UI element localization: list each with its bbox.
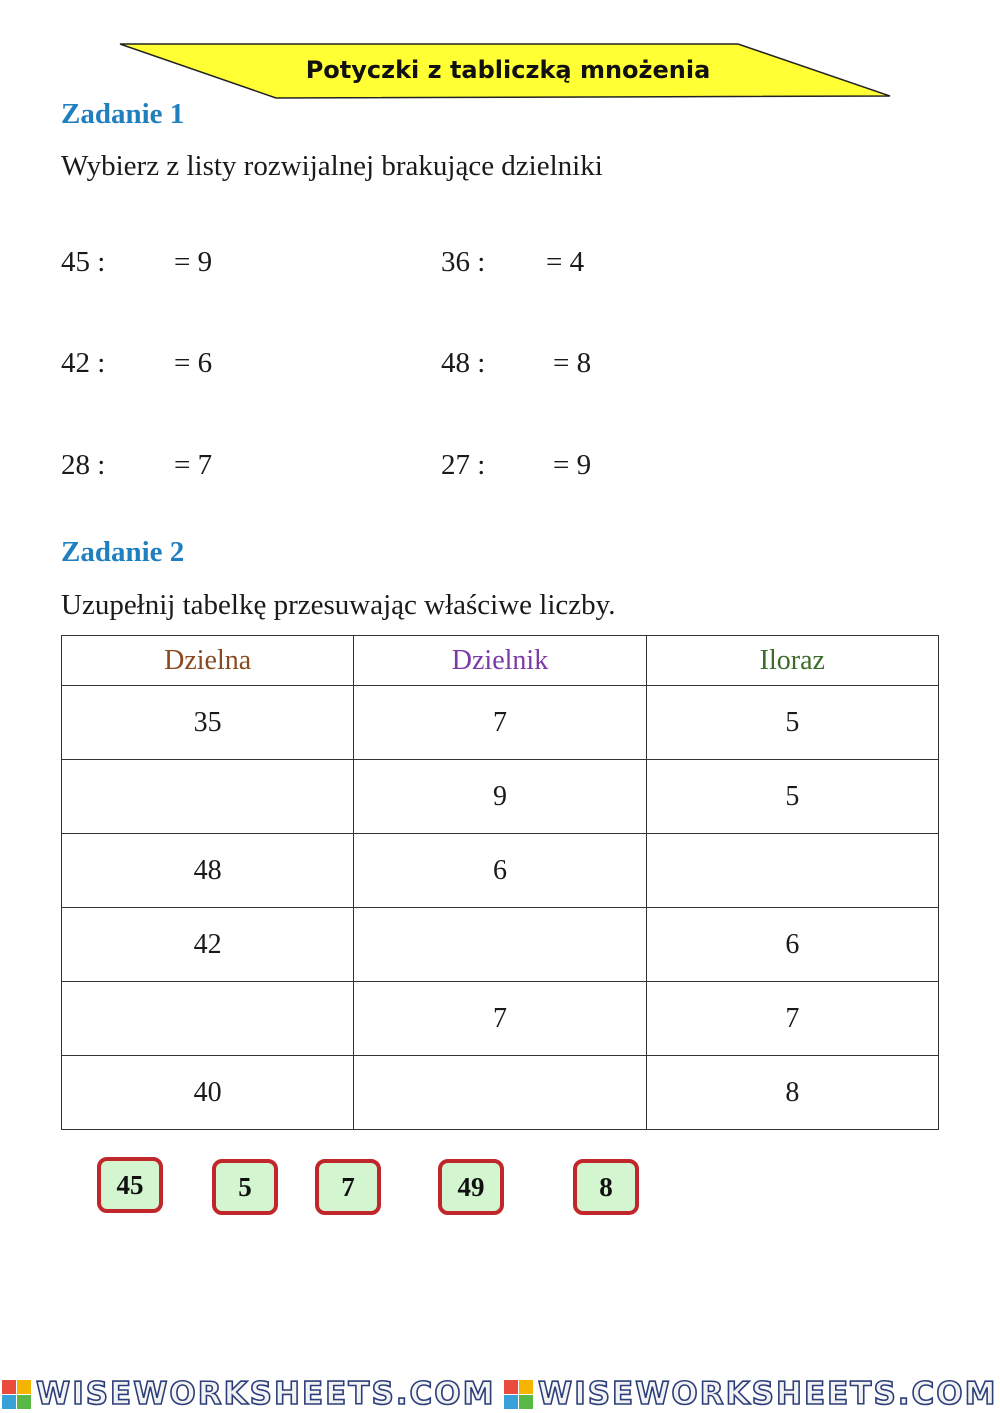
table-row [62, 982, 939, 1056]
drop-target-cell[interactable] [646, 834, 938, 908]
drop-target-cell[interactable] [354, 1056, 646, 1130]
table-row [62, 834, 939, 908]
drop-target-cell[interactable] [354, 908, 646, 982]
equation-2-right: = 4 [546, 246, 585, 278]
table-cell: 6 [646, 908, 938, 982]
table-cell: 48 [62, 834, 354, 908]
equation-6-dropdown[interactable] [492, 449, 548, 483]
table-cell: 6 [354, 834, 646, 908]
table-row [62, 1056, 939, 1130]
footer-watermark [0, 1376, 1000, 1413]
column-header-iloraz: Iloraz [646, 636, 938, 686]
table-cell: 9 [354, 760, 646, 834]
table-cell: 42 [62, 908, 354, 982]
drag-tile-49[interactable]: 49 [438, 1159, 504, 1215]
equation-5-left: 28 : [61, 449, 106, 481]
watermark-text: WISEWORKSHEETS.COM [538, 1376, 998, 1412]
table-cell: 5 [646, 760, 938, 834]
equation-2-dropdown[interactable] [492, 246, 542, 280]
table-row [62, 908, 939, 982]
title-banner [118, 42, 898, 102]
table-cell: 40 [62, 1056, 354, 1130]
equation-3-right: = 6 [174, 347, 213, 379]
page-title: Potyczki z tabliczką mnożenia [305, 56, 711, 84]
drag-tile-5[interactable]: 5 [212, 1159, 278, 1215]
equation-6-left: 27 : [441, 449, 486, 481]
drag-tile-7[interactable]: 7 [315, 1159, 381, 1215]
drop-target-cell[interactable] [62, 760, 354, 834]
equation-5-dropdown[interactable] [112, 449, 168, 483]
task2-heading: Zadanie 2 [61, 536, 185, 568]
table-cell: 5 [646, 686, 938, 760]
table-row [62, 686, 939, 760]
division-table [61, 635, 939, 1130]
table-header-row [62, 636, 939, 686]
column-header-dzielnik: Dzielnik [354, 636, 646, 686]
drag-tile-45[interactable]: 45 [97, 1157, 163, 1213]
wiseworksheets-logo-icon [504, 1380, 534, 1410]
equation-3-dropdown[interactable] [112, 347, 168, 381]
table-cell: 7 [646, 982, 938, 1056]
table-row [62, 760, 939, 834]
equation-5-right: = 7 [174, 449, 213, 481]
table-cell: 7 [354, 982, 646, 1056]
equation-4-dropdown[interactable] [492, 347, 548, 381]
drop-target-cell[interactable] [62, 982, 354, 1056]
equation-1-left: 45 : [61, 246, 106, 278]
equation-2-left: 36 : [441, 246, 486, 278]
task1-instruction: Wybierz z listy rozwijalnej brakujące dzielniki [61, 150, 603, 182]
table-cell: 8 [646, 1056, 938, 1130]
equation-3-left: 42 : [61, 347, 106, 379]
task2-instruction: Uzupełnij tabelkę przesuwając właściwe liczby. [61, 589, 616, 621]
watermark-text: WISEWORKSHEETS.COM [36, 1376, 496, 1412]
task1-heading: Zadanie 1 [61, 98, 185, 130]
drag-tile-8[interactable]: 8 [573, 1159, 639, 1215]
equation-1-dropdown[interactable] [112, 246, 168, 280]
equation-4-left: 48 : [441, 347, 486, 379]
table-cell: 35 [62, 686, 354, 760]
equation-6-right: = 9 [553, 449, 592, 481]
column-header-dzielna: Dzielna [62, 636, 354, 686]
equation-1-right: = 9 [174, 246, 213, 278]
table-cell: 7 [354, 686, 646, 760]
wiseworksheets-logo-icon [2, 1380, 32, 1410]
equation-4-right: = 8 [553, 347, 592, 379]
